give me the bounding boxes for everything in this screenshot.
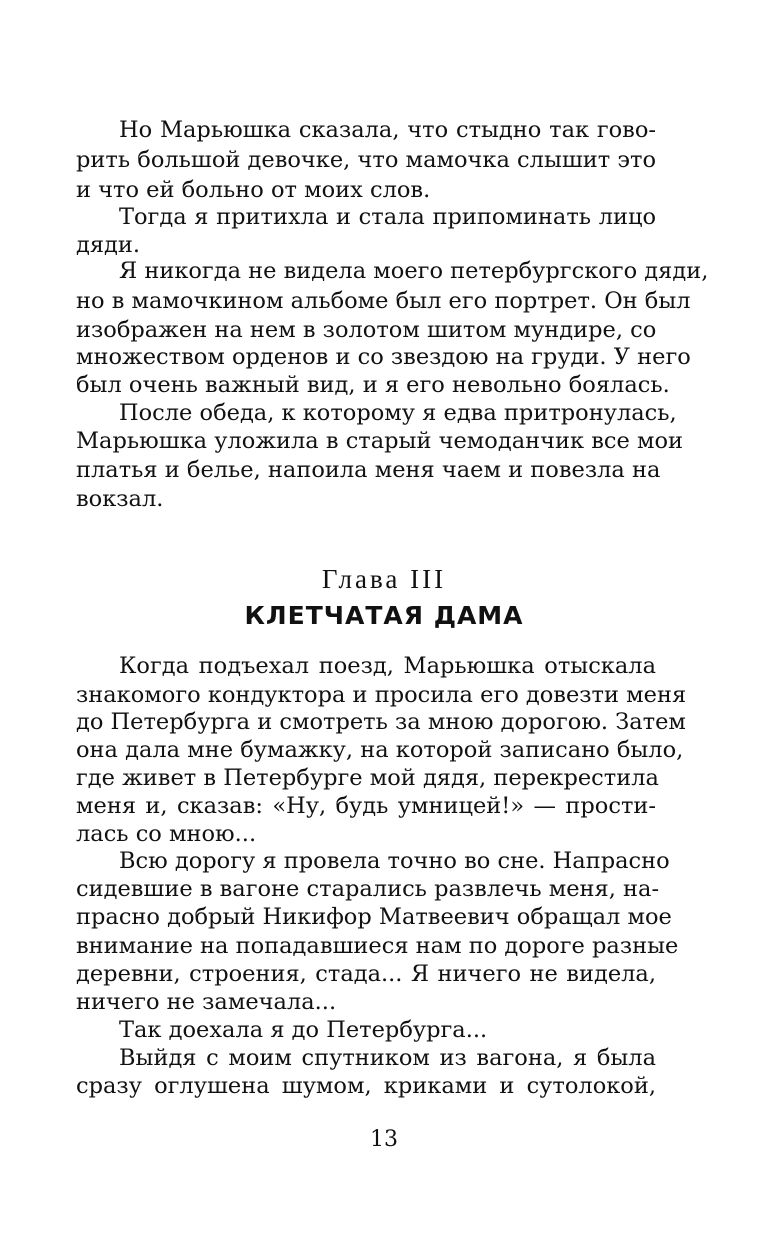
text-line: дяди. <box>76 232 141 258</box>
text-line: меня и, сказав: «Ну, будь умницей!» — прости- <box>76 793 656 819</box>
text-line: она дала мне бумажку, на которой записано было, <box>76 737 684 763</box>
text-line: Тогда я притихла и стала припоминать лицо <box>119 204 656 230</box>
text-line: Выйдя с моим спутником из вагона, я была <box>119 1045 656 1071</box>
page-number: 13 <box>370 1127 398 1152</box>
text-line: рить большой девочке, что мамочка слышит это <box>76 147 656 173</box>
chapter-title: КЛЕТЧАТАЯ ДАМА <box>244 601 524 630</box>
text-line: знакомого кондуктора и просила его довезти меня <box>76 682 687 708</box>
text-line: Марьюшка уложила в старый чемоданчик все мои <box>76 428 683 454</box>
text-line: но в мамочкином альбоме был его портрет. Он был <box>76 288 691 314</box>
text-line: Но Марьюшка сказала, что стыдно так гово- <box>119 117 656 143</box>
text-line: ничего не замечала... <box>76 989 337 1015</box>
text-line: сразу оглушена шумом, криками и сутолокой, <box>76 1073 656 1099</box>
text-line: платья и белье, напоила меня чаем и повезла на <box>76 457 661 483</box>
text-line: внимание на попадавшиеся нам по дороге разные <box>76 933 679 959</box>
text-line: лась со мною... <box>76 821 257 847</box>
text-line: и что ей больно от моих слов. <box>76 177 431 203</box>
text-line: изображен на нем в золотом шитом мундире, со <box>76 317 657 343</box>
text-line: Когда подъехал поезд, Марьюшка отыскала <box>119 653 656 679</box>
text-line: множеством орденов и со звездою на груди. У него <box>76 344 691 370</box>
chapter-label: Глава III <box>321 564 447 594</box>
text-line: был очень важный вид, и я его невольно боялась. <box>76 372 670 398</box>
text-line: Я никогда не видела моего петербургского дяди, <box>119 258 709 284</box>
text-line: до Петербурга и смотреть за мною дорогою. Затем <box>76 709 686 735</box>
text-line: вокзал. <box>76 486 164 512</box>
text-line: сидевшие в вагоне старались развлечь меня, на- <box>76 876 660 902</box>
text-line: деревни, строения, стада... Я ничего не видела, <box>76 961 656 987</box>
text-line: где живет в Петербурге мой дядя, перекрестила <box>76 765 659 791</box>
text-line: После обеда, к которому я едва притронулась, <box>119 400 677 426</box>
text-line: прасно добрый Никифор Матвеевич обращал мое <box>76 904 672 930</box>
text-line: Всю дорогу я провела точно во сне. Напрасно <box>119 848 670 874</box>
text-line: Так доехала я до Петербурга... <box>119 1017 488 1043</box>
